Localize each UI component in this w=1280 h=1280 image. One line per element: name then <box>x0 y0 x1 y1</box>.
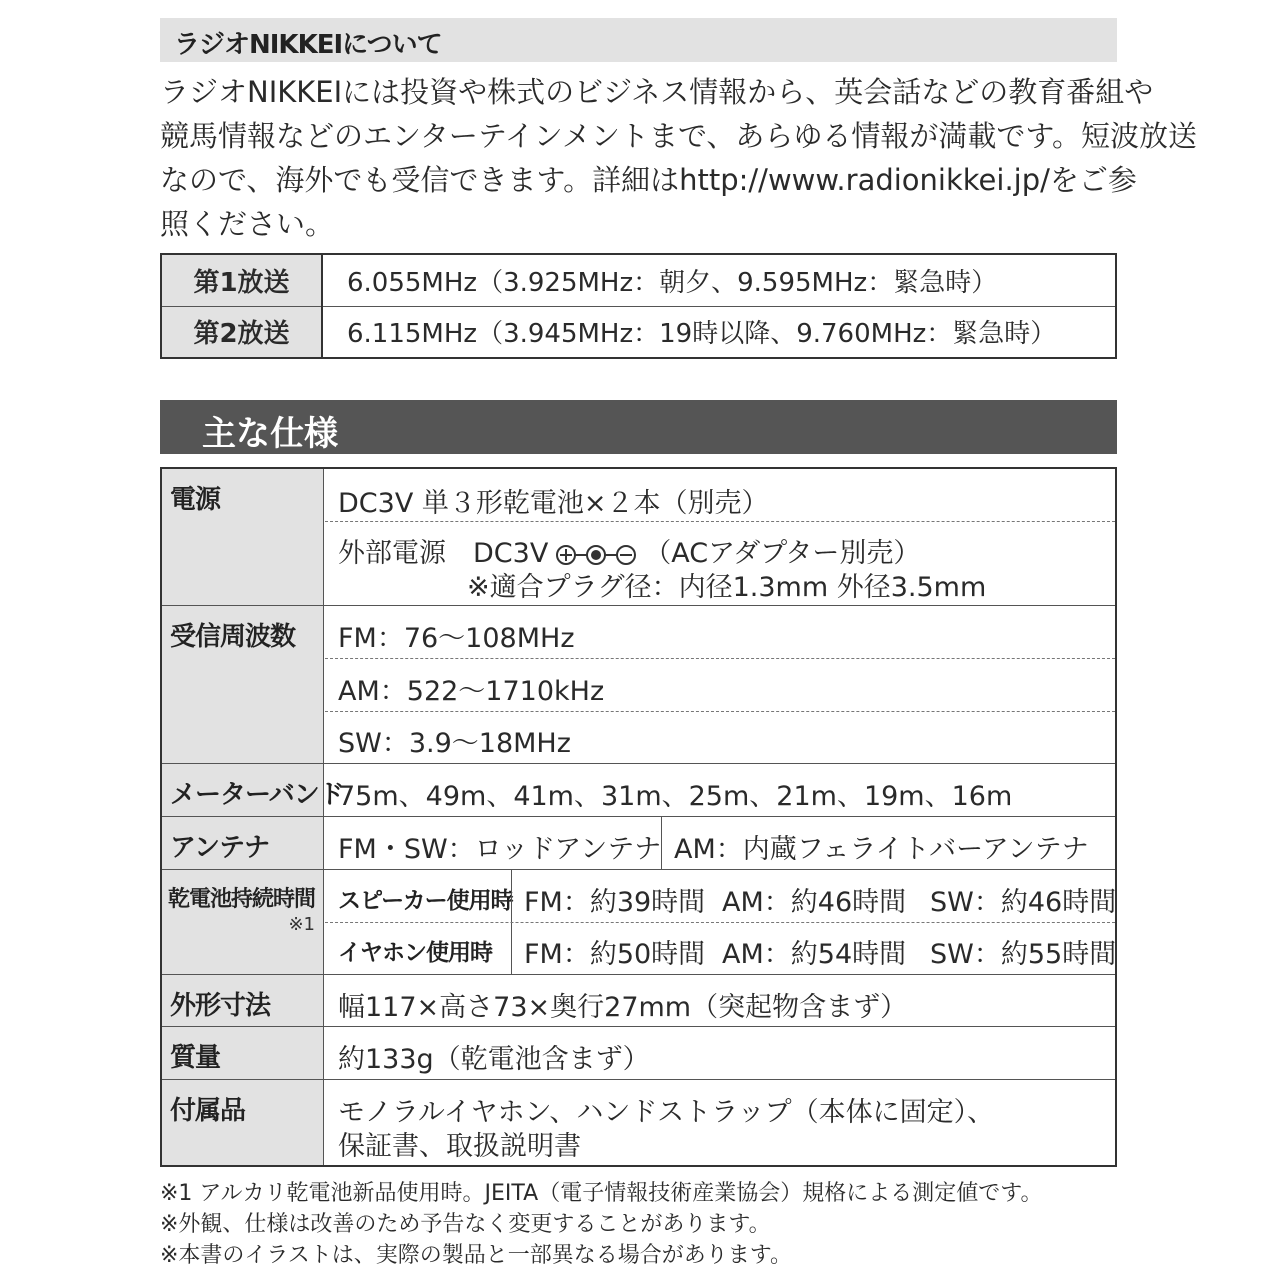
accessories-line1: モノラルイヤホン、ハンドストラップ（本体に固定）、 <box>338 1097 995 1128</box>
spec-row-antenna <box>162 817 1115 869</box>
dashed-divider <box>325 521 1115 522</box>
polarity-icon <box>554 542 638 568</box>
footnotes <box>160 1178 1042 1271</box>
speaker-sw: SW：約46時間 <box>930 887 1117 918</box>
dashed-divider <box>325 922 1115 923</box>
footnote: ※1 アルカリ乾電池新品使用時。JEITA（電子情報技術産業協会）規格による測定値です。 <box>160 1181 1043 1206</box>
frequency-fm: FM：76〜108MHz <box>338 623 575 654</box>
battery-life-label: 乾電池持続時間 <box>168 887 316 912</box>
row-label-cell <box>162 817 324 869</box>
specs-heading: 主な仕様 <box>202 414 338 454</box>
spec-row-meter-band <box>162 764 1115 816</box>
power-label: 電源 <box>170 485 221 515</box>
row-label-cell <box>162 606 324 763</box>
frequency-am: AM：522〜1710kHz <box>338 676 605 707</box>
frequency-label: 受信周波数 <box>170 622 296 652</box>
earphone-fm: FM：約50時間 <box>524 939 706 970</box>
about-heading-band <box>160 18 1117 62</box>
power-external-suffix: （ACアダプター別売） <box>644 538 921 569</box>
weight-value: 約133g（乾電池含まず） <box>338 1044 650 1075</box>
dashed-divider <box>325 658 1115 659</box>
plug-note: ※適合プラグ径：内径1.3mm 外径3.5mm <box>467 572 987 603</box>
broadcast-label: 第1放送 <box>161 254 322 306</box>
spec-row-power <box>162 469 1115 605</box>
row-label-cell <box>162 975 324 1026</box>
about-line: なので、海外でも受信できます。詳細はhttp://www.radionikkei.jp/をご参 <box>160 163 1137 197</box>
broadcast-label: 第2放送 <box>161 306 322 358</box>
earphone-sw: SW：約55時間 <box>930 939 1117 970</box>
specs-heading-band <box>160 400 1117 454</box>
accessories-label: 付属品 <box>170 1096 246 1126</box>
power-external-prefix: 外部電源 DC3V <box>338 538 549 569</box>
about-heading: ラジオNIKKEIについて <box>174 30 442 60</box>
table-row <box>161 306 1116 358</box>
row-label-cell <box>162 1027 324 1079</box>
spec-row-battery-life <box>162 870 1115 974</box>
spec-row-accessories <box>162 1080 1115 1165</box>
battery-life-note-mark: ※1 <box>288 914 315 935</box>
speaker-am: AM：約46時間 <box>722 887 907 918</box>
row-label-cell <box>162 1080 324 1165</box>
dashed-divider <box>325 711 1115 712</box>
antenna-label: アンテナ <box>170 833 269 863</box>
spec-row-weight <box>162 1027 1115 1079</box>
cell-divider <box>661 817 662 869</box>
footnote: ※本書のイラストは、実際の製品と一部異なる場合があります。 <box>160 1243 793 1268</box>
broadcast-value: 6.055MHz（3.925MHz：朝夕、9.595MHz：緊急時） <box>322 254 1116 306</box>
earphone-label: イヤホン使用時 <box>338 940 492 966</box>
spec-row-frequency <box>162 606 1115 763</box>
meter-band-label: メーターバンド <box>170 780 344 810</box>
dimensions-value: 幅117×高さ73×奥行27mm（突起物含まず） <box>338 992 908 1023</box>
earphone-am: AM：約54時間 <box>722 939 907 970</box>
table-row <box>161 254 1116 306</box>
antenna-fm-sw: FM・SW：ロッドアンテナ <box>338 834 662 865</box>
spec-row-dimensions <box>162 975 1115 1026</box>
accessories-line2: 保証書、取扱説明書 <box>338 1131 581 1162</box>
frequency-sw: SW：3.9〜18MHz <box>338 728 571 759</box>
speaker-fm: FM：約39時間 <box>524 887 706 918</box>
row-label-cell <box>162 469 324 605</box>
broadcast-frequency-table <box>160 253 1117 359</box>
footnote: ※外観、仕様は改善のため予告なく変更することがあります。 <box>160 1212 771 1237</box>
about-line: ラジオNIKKEIには投資や株式のビジネス情報から、英会話などの教育番組や <box>160 75 1154 109</box>
about-line: 競馬情報などのエンターテインメントまで、あらゆる情報が満載です。短波放送 <box>160 119 1198 153</box>
antenna-am: AM：内蔵フェライトバーアンテナ <box>674 834 1089 865</box>
power-battery: DC3V 単３形乾電池×２本（別売） <box>338 488 769 519</box>
weight-label: 質量 <box>170 1043 221 1073</box>
about-line: 照ください。 <box>160 207 335 241</box>
broadcast-value: 6.115MHz（3.945MHz：19時以降、9.760MHz：緊急時） <box>347 319 1057 350</box>
meter-band-value: 75m、49m、41m、31m、25m、21m、19m、16m <box>338 781 1013 812</box>
dimensions-label: 外形寸法 <box>170 991 271 1021</box>
speaker-label: スピーカー使用時 <box>338 888 513 914</box>
row-label-cell <box>162 870 324 974</box>
row-label-cell <box>162 764 344 816</box>
about-paragraph <box>160 70 1198 246</box>
spec-table <box>160 467 1117 1167</box>
